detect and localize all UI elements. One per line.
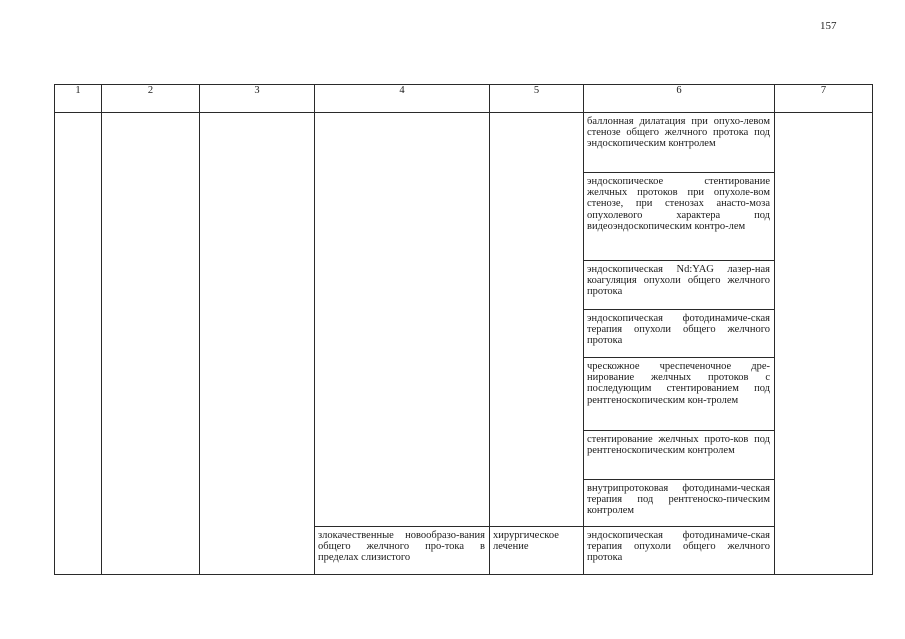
method-text: эндоскопическая Nd:YAG лазер-ная коагуляция опухоли общего желчного протока [587,264,770,298]
header-col-2: 2 [102,85,200,113]
cell-col-5 [490,113,584,527]
method-text: баллонная дилатация при опухо-левом стенозе общего желчного протока под эндоскопическим контролем [587,116,770,150]
cell-col-3 [200,113,315,575]
method-cell [584,527,775,575]
method-text: эндоскопическая фотодинамиче-ская терапия опухоли общего желчного протока [587,530,770,564]
cell-col-7 [775,113,873,575]
header-col-6: 6 [584,85,775,113]
method-text: эндоскопическое стентирование желчных протоков при опухоле-вом стенозе, при стенозах анасто-моза опухолевого характера под видеоэндоскопическим контро-лем [587,176,770,232]
treatment-type-cell [490,527,584,575]
method-cell [584,173,775,261]
method-text: стентирование желчных прото-ков под рентгеноскопическим контролем [587,434,770,457]
method-cell [584,310,775,358]
diagnosis-cell [315,527,490,575]
cell-col-2 [102,113,200,575]
method-cell [584,480,775,527]
method-cell [584,431,775,480]
header-row [55,85,873,113]
header-col-4: 4 [315,85,490,113]
page-number: 157 [820,20,837,32]
method-text: эндоскопическая фотодинамиче-ская терапия опухоли общего желчного протока [587,313,770,347]
table-row [55,113,873,173]
method-text: чрескожное чреспеченочное дре-нирование желчных протоков с последующим стентированием под рентгеноскопическим кон-тролем [587,361,770,406]
header-col-1: 1 [55,85,102,113]
diagnosis-text: злокачественные новообразо-вания общего желчного про-тока в пределах слизистого [318,530,485,564]
header-col-7: 7 [775,85,873,113]
method-cell [584,261,775,310]
cell-col-4 [315,113,490,527]
treatment-type-text: хирургическое лечение [493,530,559,553]
method-cell [584,358,775,431]
medical-services-table [54,84,873,575]
header-col-3: 3 [200,85,315,113]
header-col-5: 5 [490,85,584,113]
cell-col-1 [55,113,102,575]
method-cell [584,113,775,173]
method-text: внутрипротоковая фотодинами-ческая терапия под рентгеноско-пическим контролем [587,483,770,517]
